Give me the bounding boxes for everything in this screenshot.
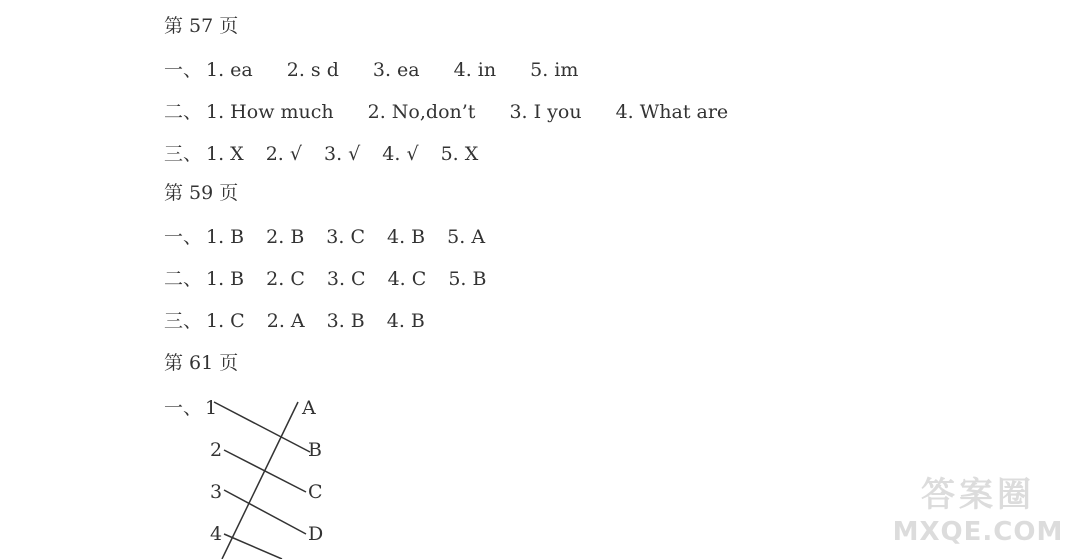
heading-text: 第 61 页 — [164, 352, 239, 374]
answer-item: 2. No,don’t — [367, 101, 476, 123]
row-prefix: 三、 — [164, 310, 203, 332]
matching-prefix: 一、 — [164, 397, 203, 419]
answer-item: 4. C — [387, 268, 427, 290]
answer-item: 4. What are — [615, 101, 729, 123]
left-label-2: 2 — [210, 439, 223, 461]
watermark — [888, 473, 1068, 553]
row-prefix: 二、 — [164, 268, 203, 290]
answer-item: 5. B — [448, 268, 487, 290]
answer-item: 4. √ — [382, 143, 419, 165]
answer-item: 1. B — [206, 226, 245, 248]
answer-item: 4. B — [387, 226, 426, 248]
answer-item: 5. X — [440, 143, 479, 165]
answer-item: 4. in — [453, 59, 497, 81]
right-label-d: D — [308, 523, 324, 545]
answer-item: 3. B — [326, 310, 365, 332]
heading-text: 第 59 页 — [164, 182, 239, 204]
match-line-1-b — [214, 402, 310, 452]
answer-item: 3. ea — [372, 59, 420, 81]
answer-item: 3. √ — [324, 143, 361, 165]
answer-item: 1. C — [206, 310, 245, 332]
left-label-3: 3 — [210, 481, 223, 503]
answer-item: 2. s d — [286, 59, 339, 81]
watermark-bottom: MXQE.COM — [892, 517, 1064, 547]
right-label-c: C — [308, 481, 323, 503]
answer-item: 2. √ — [265, 143, 302, 165]
row-prefix: 二、 — [164, 101, 203, 123]
right-label-a: A — [302, 397, 316, 419]
watermark-top: 答案圈 — [921, 475, 1035, 515]
row-prefix: 一、 — [164, 59, 203, 81]
answer-item: 1. X — [206, 143, 244, 165]
answer-item: 2. A — [266, 310, 305, 332]
match-line-3-d — [224, 490, 306, 534]
heading-text: 第 57 页 — [164, 15, 239, 37]
right-label-b: B — [308, 439, 322, 461]
row-prefix: 一、 — [164, 226, 203, 248]
answer-item: 2. C — [266, 268, 305, 290]
answer-item: 1. ea — [206, 59, 253, 81]
answer-item: 3. I you — [509, 101, 582, 123]
row-prefix: 三、 — [164, 143, 203, 165]
answer-item: 5. im — [530, 59, 579, 81]
answer-item: 4. B — [386, 310, 425, 332]
answer-item: 1. B — [206, 268, 245, 290]
answer-item: 2. B — [266, 226, 305, 248]
left-label-4: 4 — [210, 523, 223, 545]
answer-item: 3. C — [326, 268, 366, 290]
answer-item: 1. How much — [206, 101, 334, 123]
answer-item: 5. A — [447, 226, 486, 248]
left-label-1: 1 — [205, 397, 218, 419]
answer-item: 3. C — [326, 226, 366, 248]
